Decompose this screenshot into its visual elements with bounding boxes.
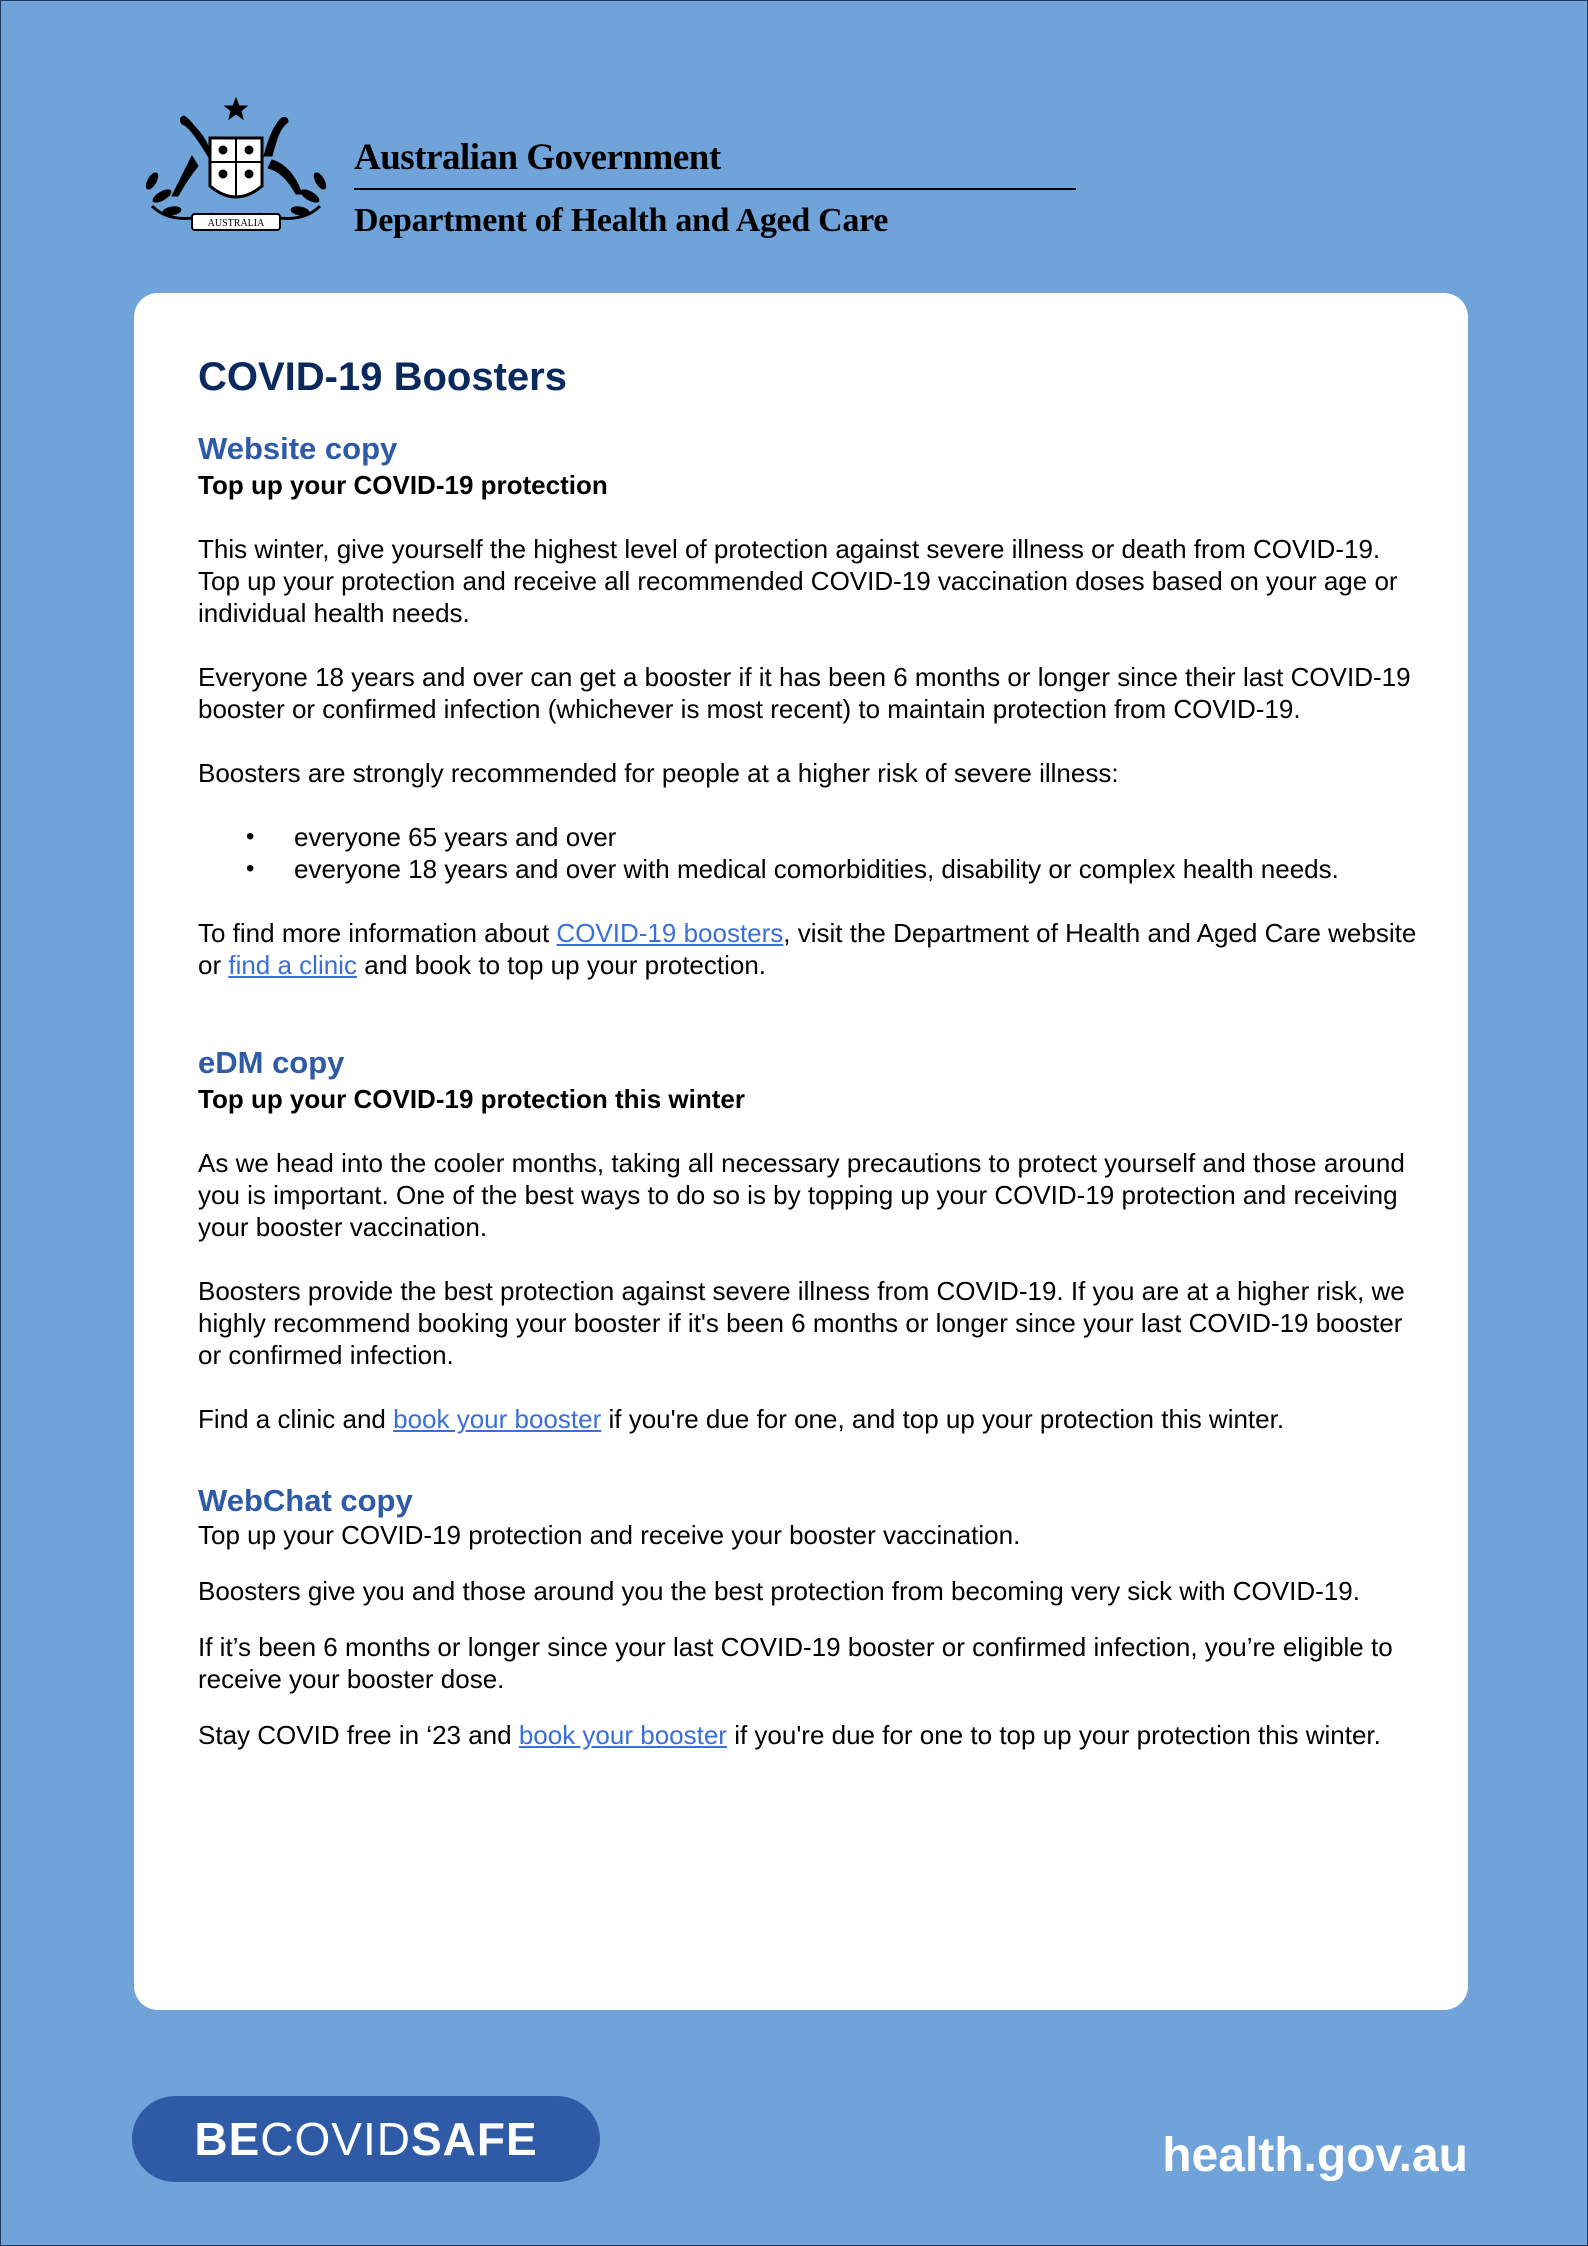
list-item: • everyone 18 years and over with medical comorbidities, disability or complex health needs. — [294, 853, 1418, 885]
government-name: Australian Government — [354, 137, 721, 178]
be-covidsafe-badge — [132, 2096, 600, 2182]
website-url: health.gov.au — [1162, 2129, 1468, 2182]
text-span: , visit the Department of Health and Aged Care website or — [198, 918, 1417, 981]
badge-safe: SAFE — [410, 2113, 538, 2165]
text-span: Stay COVID free in ‘23 and — [198, 1719, 519, 1750]
webchat-paragraph-2: Boosters give you and those around you the best protection from becoming very sick with COVID-19. — [198, 1575, 1360, 1606]
website-paragraph-3: Boosters are strongly recommended for people at a higher risk of severe illness: — [198, 758, 1119, 789]
section-heading-website: Website copy — [198, 431, 398, 466]
text-span: Find a clinic and — [198, 1404, 394, 1435]
webchat-paragraph-3: If it’s been 6 months or longer since your last COVID-19 booster or confirmed infection, you’re eligible to receive your booster dose. — [198, 1631, 1393, 1694]
coat-of-arms-icon — [132, 96, 340, 246]
text-span: To find more information about — [198, 918, 557, 949]
text-span: and book to top up your protection. — [356, 950, 767, 981]
edm-subheading: Top up your COVID-19 protection this winter — [198, 1083, 745, 1114]
webchat-paragraph-1: Top up your COVID-19 protection and receive your booster vaccination. — [198, 1519, 1021, 1550]
covid-19-boosters-link[interactable]: COVID-19 boosters — [556, 918, 784, 949]
government-header — [132, 96, 962, 256]
content-card — [134, 293, 1468, 2010]
edm-paragraph-3 — [198, 1403, 1418, 1435]
header-divider — [354, 188, 1076, 190]
find-a-clinic-link[interactable]: find a clinic — [228, 950, 357, 981]
website-paragraph-2: Everyone 18 years and over can get a booster if it has been 6 months or longer since their last COVID-19 booster or confirmed infection (whichever is most recent) to maintain protection from COVID-19. — [198, 662, 1411, 725]
website-subheading: Top up your COVID-19 protection — [198, 469, 608, 500]
section-heading-webchat: WebChat copy — [198, 1483, 413, 1519]
webchat-paragraph-4 — [198, 1719, 1418, 1751]
edm-paragraph-1: As we head into the cooler months, taking all necessary precautions to protect yourself and those around you is important. One of the best ways to do so is by topping up your COVID-19 protection and receiving your booster vaccination. — [198, 1148, 1405, 1243]
section-heading-edm: eDM copy — [198, 1045, 345, 1081]
badge-covid: COVID — [260, 2113, 411, 2165]
list-item: • everyone 65 years and over — [294, 821, 1418, 853]
website-bullet-list — [198, 821, 1418, 885]
department-name: Department of Health and Aged Care — [354, 202, 889, 239]
text-span: if you're due for one to top up your protection this winter. — [726, 1719, 1381, 1750]
badge-be: BE — [194, 2113, 261, 2165]
edm-paragraph-2: Boosters provide the best protection against severe illness from COVID-19. If you are at a higher risk, we highly recommend booking your booster if it's been 6 months or longer since your last COVID-19 booster or confirmed infection. — [198, 1276, 1405, 1371]
page-title: COVID-19 Boosters — [198, 355, 567, 399]
text-span: if you're due for one, and top up your protection this winter. — [601, 1404, 1285, 1435]
website-paragraph-4 — [198, 917, 1418, 981]
content-body — [198, 353, 1418, 1751]
book-your-booster-link[interactable]: book your booster — [393, 1404, 602, 1435]
website-paragraph-1: This winter, give yourself the highest level of protection against severe illness or death from COVID-19. Top up your protection and receive all recommended COVID-19 vaccination doses based on your age or individual health needs. — [198, 534, 1398, 629]
svg-text:AUSTRALIA: AUSTRALIA — [207, 218, 265, 229]
book-your-booster-link-webchat[interactable]: book your booster — [518, 1719, 727, 1750]
